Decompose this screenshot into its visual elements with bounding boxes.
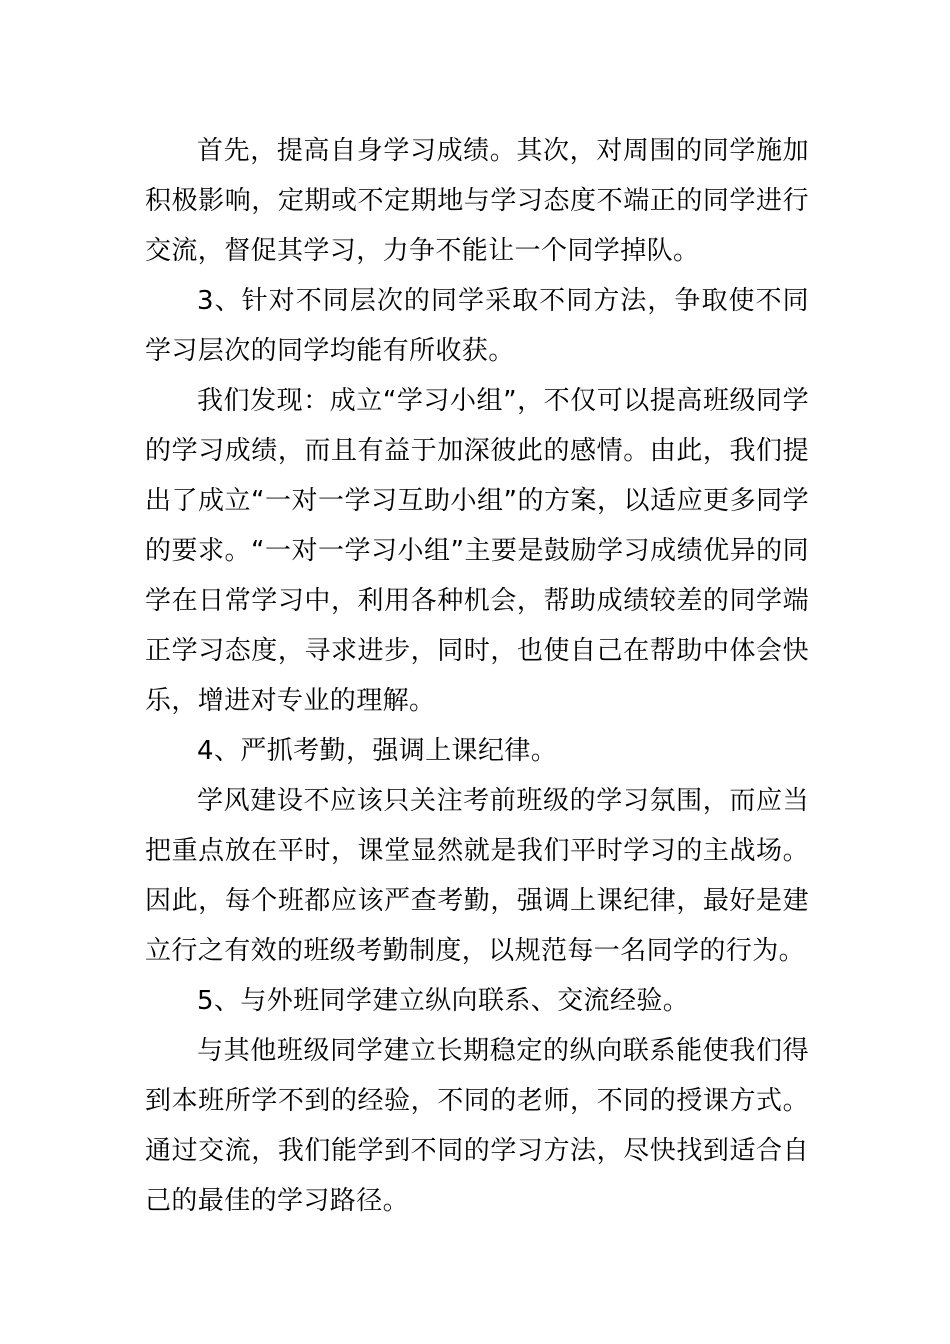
paragraph-exchange: 与其他班级同学建立长期稳定的纵向联系能使我们得到本班所学不到的经验，不同的老师，不同的授课方式。通过交流，我们能学到不同的学习方法，尽快找到适合自己的最佳的学习路径。	[145, 1036, 809, 1216]
paragraph-attendance: 学风建设不应该只关注考前班级的学习氛围，而应当把重点放在平时，课堂显然就是我们平时学习的主战场。因此，每个班都应该严查考勤，强调上课纪律，最好是建立行之有效的班级考勤制度，以规范每一名同学的行为。	[145, 786, 809, 966]
heading-item-3: 3、针对不同层次的同学采取不同方法，争取使不同学习层次的同学均能有所收获。	[145, 286, 809, 366]
heading-item-4: 4、严抓考勤，强调上课纪律。	[197, 736, 558, 766]
paragraph-study-group: 我们发现：成立“学习小组”，不仅可以提高班级同学的学习成绩，而且有益于加深彼此的感情。由此，我们提出了成立“一对一学习互助小组”的方案，以适应更多同学的要求。“一对一学习小组”主要是鼓励学习成绩优异的同学在日常学习中，利用各种机会，帮助成绩较差的同学端正学习态度，寻求进步，同时，也使自己在帮助中体会快乐，增进对专业的理解。	[145, 386, 809, 716]
paragraph-study-influence: 首先，提高自身学习成绩。其次，对周围的同学施加积极影响，定期或不定期地与学习态度不端正的同学进行交流，督促其学习，力争不能让一个同学掉队。	[145, 136, 809, 266]
document-page	[145, 126, 809, 1226]
heading-item-5: 5、与外班同学建立纵向联系、交流经验。	[197, 986, 690, 1016]
